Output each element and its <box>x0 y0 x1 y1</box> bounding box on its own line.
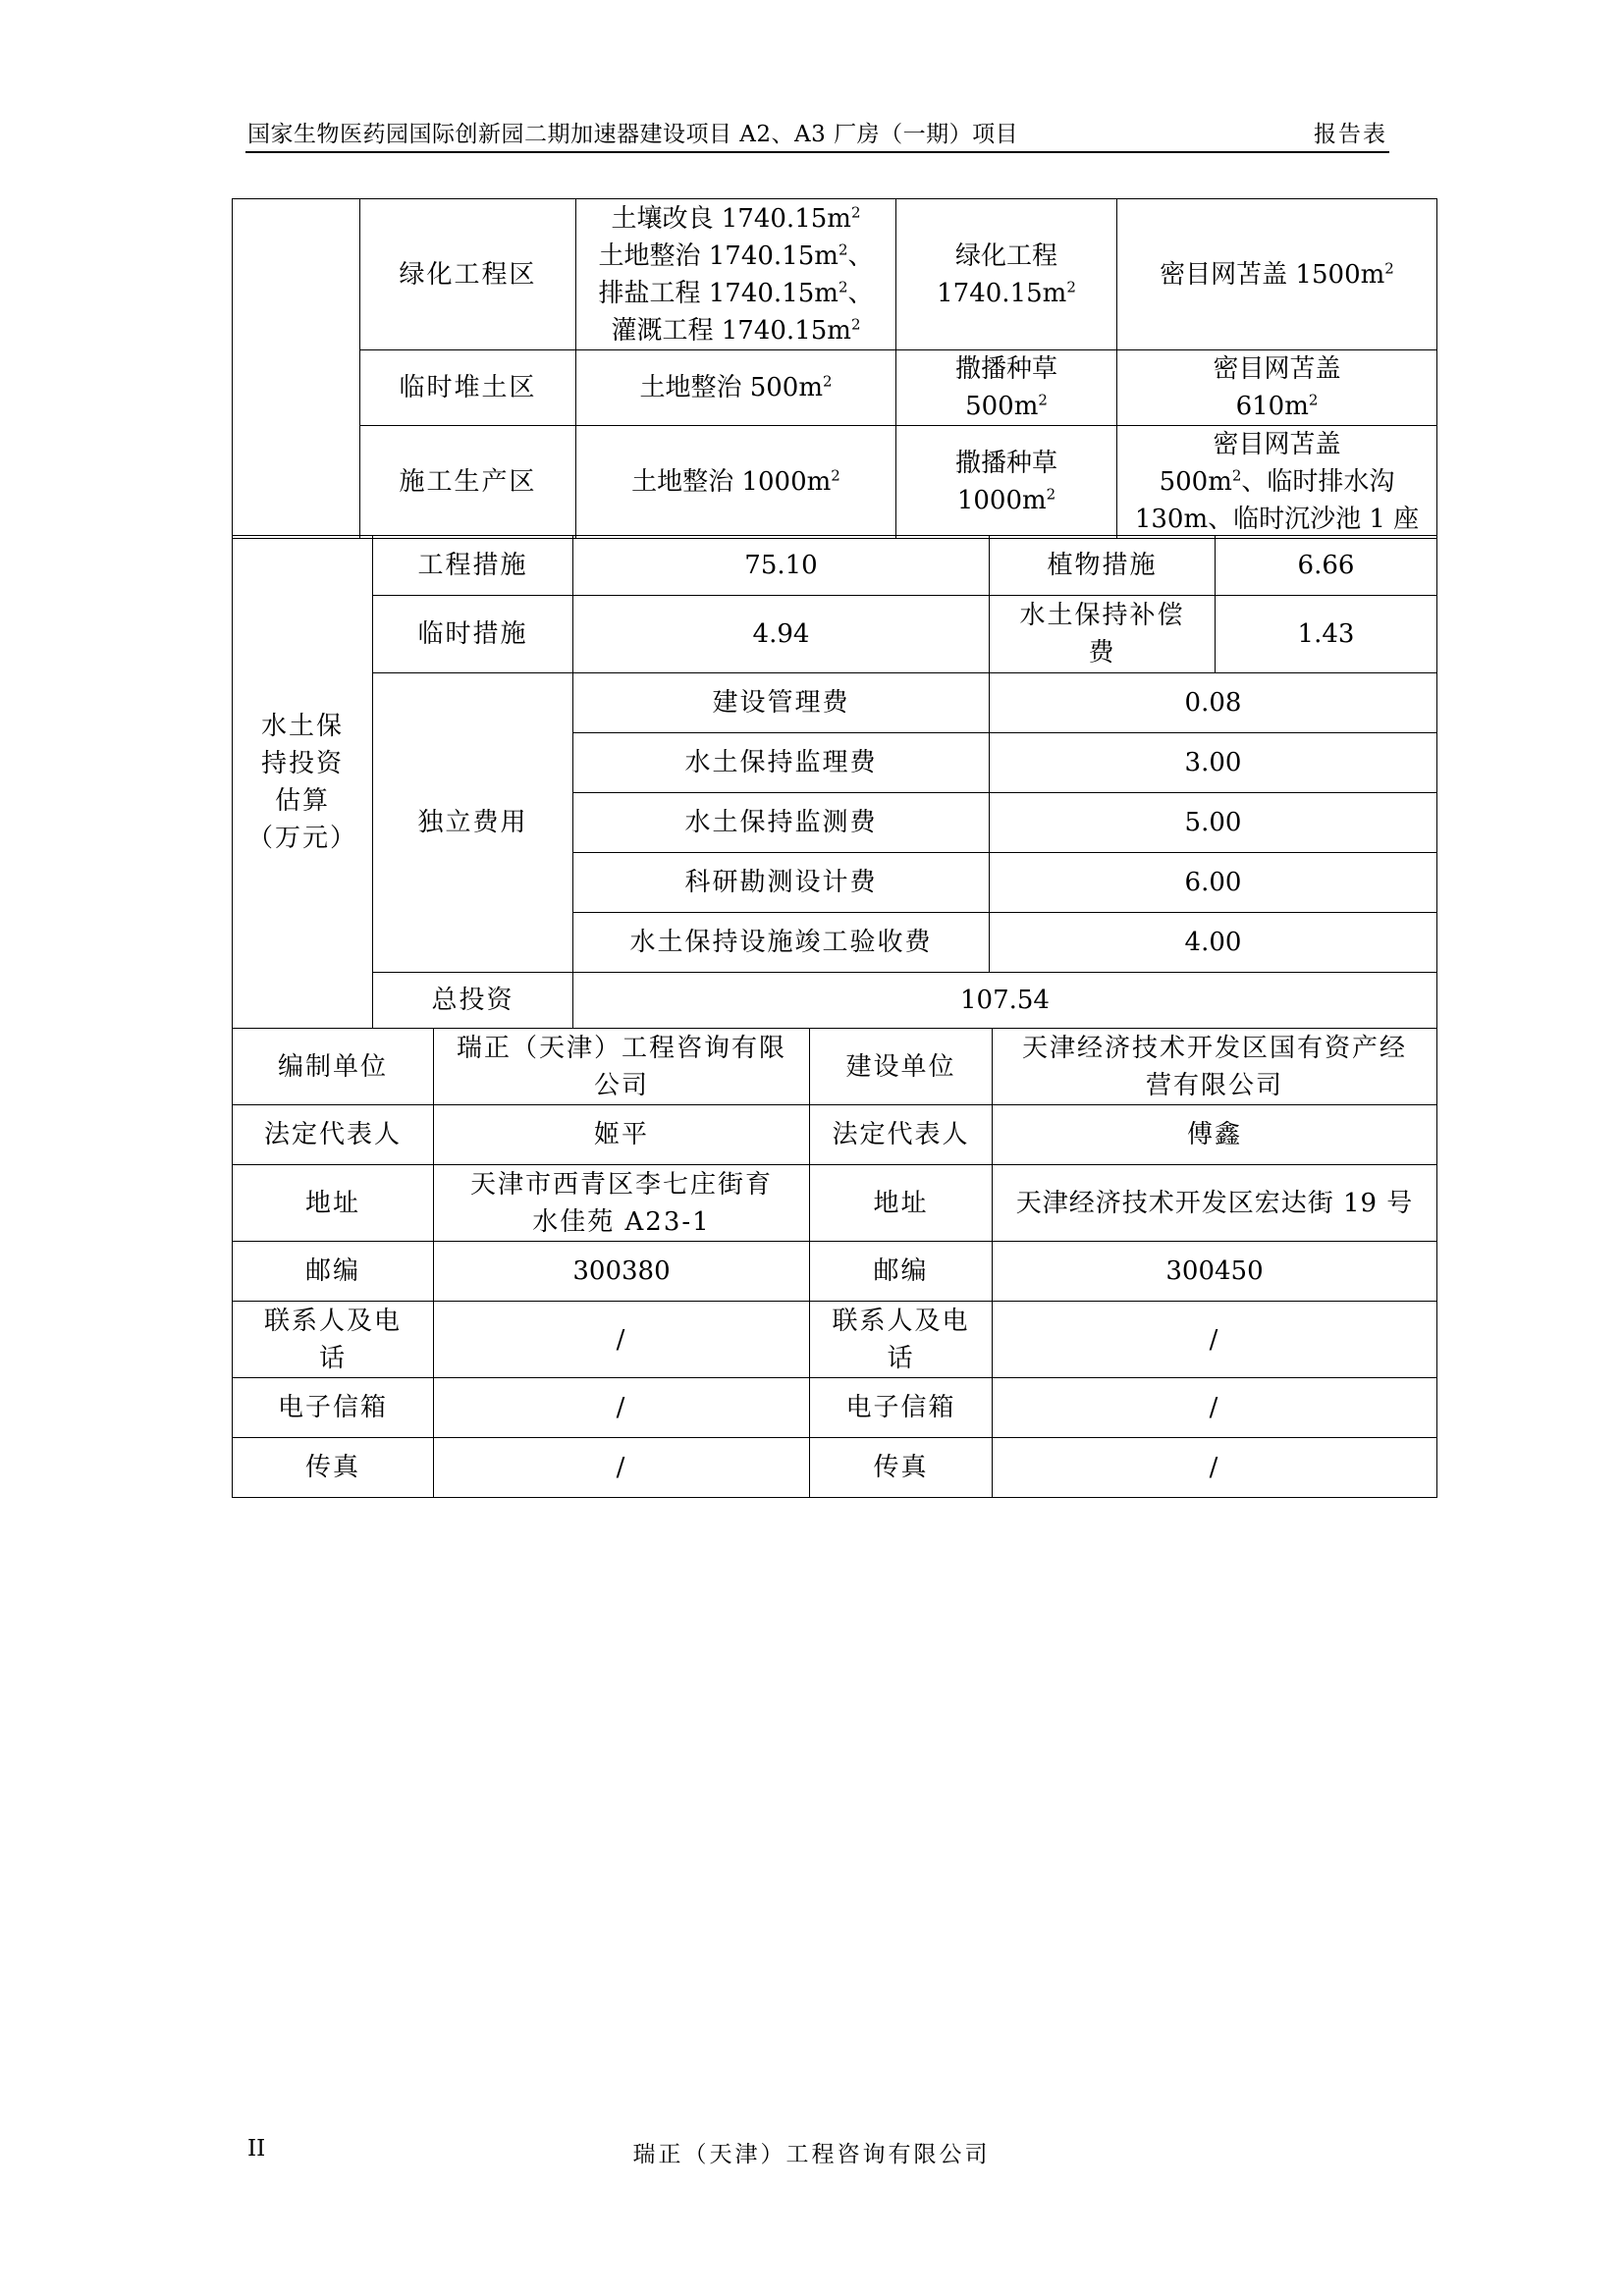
table-row <box>233 673 1437 733</box>
zone-label: 临时堆土区 <box>360 350 576 426</box>
cell-label: 法定代表人 <box>233 1105 434 1165</box>
cell-label: 地址 <box>233 1165 434 1242</box>
cell-value: / <box>434 1302 810 1378</box>
table-row <box>233 536 1437 596</box>
total-value: 107.54 <box>573 973 1437 1029</box>
footer-company: 瑞正（天津）工程咨询有限公司 <box>632 2142 991 2167</box>
vegetation-label: 植物措施 <box>990 536 1216 596</box>
zone-label: 绿化工程区 <box>360 199 576 350</box>
investment-table <box>232 535 1437 1029</box>
cell-value: 天津经济技术开发区宏达街 19 号 <box>993 1165 1437 1242</box>
fee-value: 0.08 <box>990 673 1437 733</box>
cell-label: 建设单位 <box>810 1029 993 1105</box>
page-header <box>245 112 1389 153</box>
fee-value: 3.00 <box>990 733 1437 793</box>
cell-value: 瑞正（天津）工程咨询有限 公司 <box>434 1029 810 1105</box>
fee-value: 6.00 <box>990 853 1437 913</box>
unit-info-table <box>232 1028 1437 1498</box>
engineering-measures: 土壤改良 $1740.15m^2$ 土地整治 $1740.15m^2$、 排盐工程 $1740.15m^2$、 灌溉工程 $1740.15m^2$ <box>576 199 896 350</box>
cell-value: 姬平 <box>434 1105 810 1165</box>
cell-label: 联系人及电 话 <box>810 1302 993 1378</box>
independent-label: 独立费用 <box>373 673 573 973</box>
table-row <box>233 973 1437 1029</box>
fee-value: 5.00 <box>990 793 1437 853</box>
table-row <box>233 1242 1437 1302</box>
document-title: 国家生物医药园国际创新园二期加速器建设项目 A2、A3 厂房（一期）项目 <box>247 122 1019 147</box>
temporary-measures: 密目网苫盖 $610m^2$ <box>1117 350 1437 426</box>
cell-label: 邮编 <box>810 1242 993 1302</box>
cell-value: 300380 <box>434 1242 810 1302</box>
table-row <box>233 1378 1437 1438</box>
cell-value: 傅鑫 <box>993 1105 1437 1165</box>
cell-value: 天津市西青区李七庄街育 水佳苑 A23-1 <box>434 1165 810 1242</box>
investment-label: 水土保 持投资 估算 （万元） <box>233 536 373 1029</box>
fee-name: 水土保持设施竣工验收费 <box>573 913 990 973</box>
engineering-label: 工程措施 <box>373 536 573 596</box>
page-number: II <box>247 2136 266 2162</box>
vegetation-value: 6.66 <box>1216 536 1437 596</box>
measures-table <box>232 198 1437 539</box>
cell-label: 联系人及电 话 <box>233 1302 434 1378</box>
table-row <box>233 199 1437 350</box>
cell-label: 传真 <box>810 1438 993 1498</box>
fee-name: 水土保持监测费 <box>573 793 990 853</box>
table-row <box>233 1438 1437 1498</box>
document-type: 报告表 <box>1314 122 1387 147</box>
temporary-measures: 密目网苫盖 $1500m^2$ <box>1117 199 1437 350</box>
cell-value: / <box>993 1302 1437 1378</box>
cell-label: 编制单位 <box>233 1029 434 1105</box>
fee-value: 4.00 <box>990 913 1437 973</box>
zone-label: 施工生产区 <box>360 426 576 539</box>
table-row <box>233 1165 1437 1242</box>
engineering-measures: 土地整治 $500m^2$ <box>576 350 896 426</box>
total-label: 总投资 <box>373 973 573 1029</box>
vegetation-measures: 撒播种草 $500m^2$ <box>896 350 1117 426</box>
table-row <box>233 1105 1437 1165</box>
cell-value: / <box>993 1378 1437 1438</box>
cell-value: / <box>434 1378 810 1438</box>
temporary-value: 4.94 <box>573 596 990 673</box>
compensation-value: 1.43 <box>1216 596 1437 673</box>
cell-label: 电子信箱 <box>810 1378 993 1438</box>
cell-value: 天津经济技术开发区国有资产经 营有限公司 <box>993 1029 1437 1105</box>
vegetation-measures: 撒播种草 $1000m^2$ <box>896 426 1117 539</box>
vegetation-measures: 绿化工程 $1740.15m^2$ <box>896 199 1117 350</box>
cell-value: 300450 <box>993 1242 1437 1302</box>
engineering-measures: 土地整治 $1000m^2$ <box>576 426 896 539</box>
cell-value: / <box>993 1438 1437 1498</box>
table-row <box>233 426 1437 539</box>
cell-label: 传真 <box>233 1438 434 1498</box>
table-row <box>233 1302 1437 1378</box>
blank-cell <box>233 199 360 539</box>
fee-name: 科研勘测设计费 <box>573 853 990 913</box>
fee-name: 水土保持监理费 <box>573 733 990 793</box>
cell-label: 电子信箱 <box>233 1378 434 1438</box>
engineering-value: 75.10 <box>573 536 990 596</box>
cell-label: 法定代表人 <box>810 1105 993 1165</box>
cell-value: / <box>434 1438 810 1498</box>
cell-label: 邮编 <box>233 1242 434 1302</box>
temporary-measures: 密目网苫盖 $500m^2$、临时排水沟 130m、临时沉沙池 1 座 <box>1117 426 1437 539</box>
table-row <box>233 350 1437 426</box>
cell-label: 地址 <box>810 1165 993 1242</box>
temporary-label: 临时措施 <box>373 596 573 673</box>
compensation-label: 水土保持补偿 费 <box>990 596 1216 673</box>
table-row <box>233 596 1437 673</box>
table-row <box>233 1029 1437 1105</box>
fee-name: 建设管理费 <box>573 673 990 733</box>
